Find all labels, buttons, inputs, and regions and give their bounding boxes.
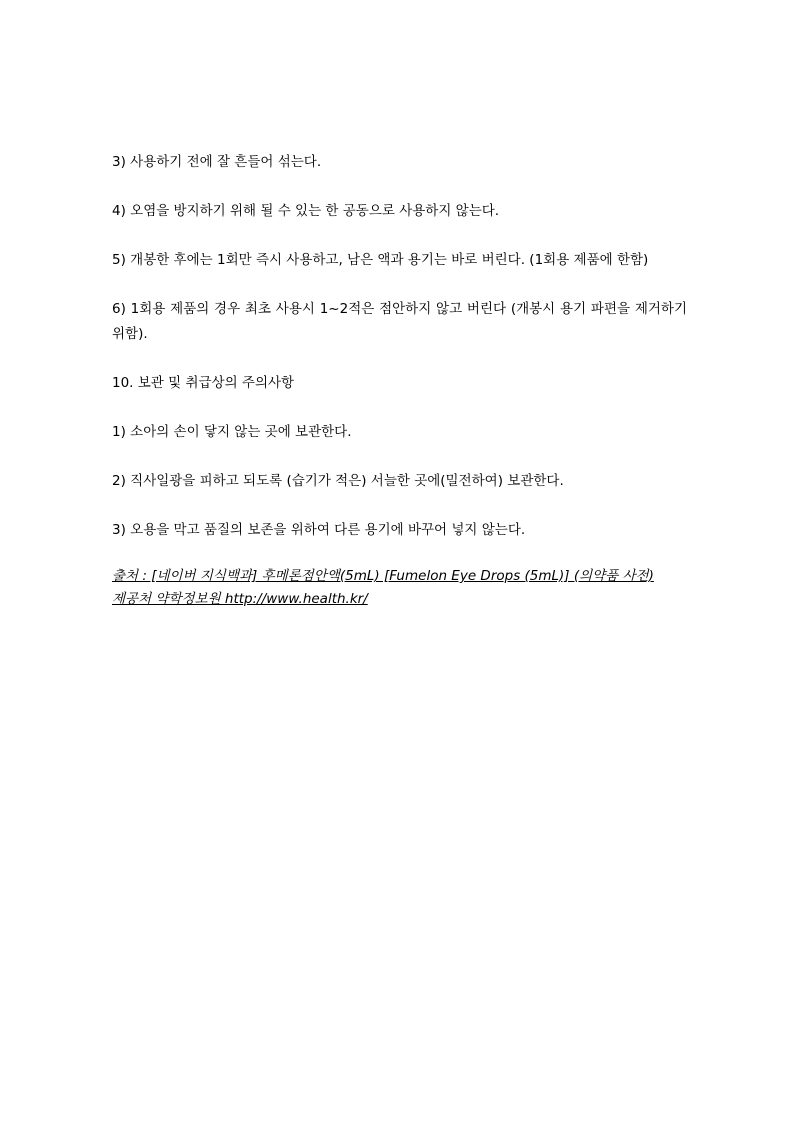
paragraph-storage-1: 1) 소아의 손이 닿지 않는 곳에 보관한다. — [112, 424, 352, 440]
paragraph-storage-3: 3) 오용을 막고 품질의 보존을 위하여 다른 용기에 바꾸어 넣지 않는다. — [112, 522, 526, 538]
paragraph-step-4-no-sharing: 4) 오염을 방지하기 위해 될 수 있는 한 공동으로 사용하지 않는다. — [112, 203, 500, 219]
source-citation-link[interactable]: 출처 : [네이버 지식백과] 후메론점안액(5mL) [Fumelon Eye Drops (5mL)] (의약품 사전) — [112, 568, 654, 584]
source-provider-link[interactable]: 제공처 약학정보원 http://www.health.kr/ — [112, 591, 368, 607]
document-body — [112, 150, 687, 611]
source-citation-block — [112, 565, 687, 611]
paragraph-step-6-discard-drops: 6) 1회용 제품의 경우 최초 사용시 1~2적은 점안하지 않고 버린다 (개봉시 용기 파편을 제거하기 위함). — [112, 301, 687, 342]
section-heading-storage: 10. 보관 및 취급상의 주의사항 — [112, 375, 295, 391]
paragraph-step-3-shake: 3) 사용하기 전에 잘 흔들어 섞는다. — [112, 154, 322, 170]
paragraph-step-5-single-use: 5) 개봉한 후에는 1회만 즉시 사용하고, 남은 액과 용기는 바로 버린다. (1회용 제품에 한함) — [112, 252, 649, 268]
paragraph-storage-2: 2) 직사일광을 피하고 되도록 (습기가 적은) 서늘한 곳에(밀전하여) 보관한다. — [112, 473, 564, 489]
